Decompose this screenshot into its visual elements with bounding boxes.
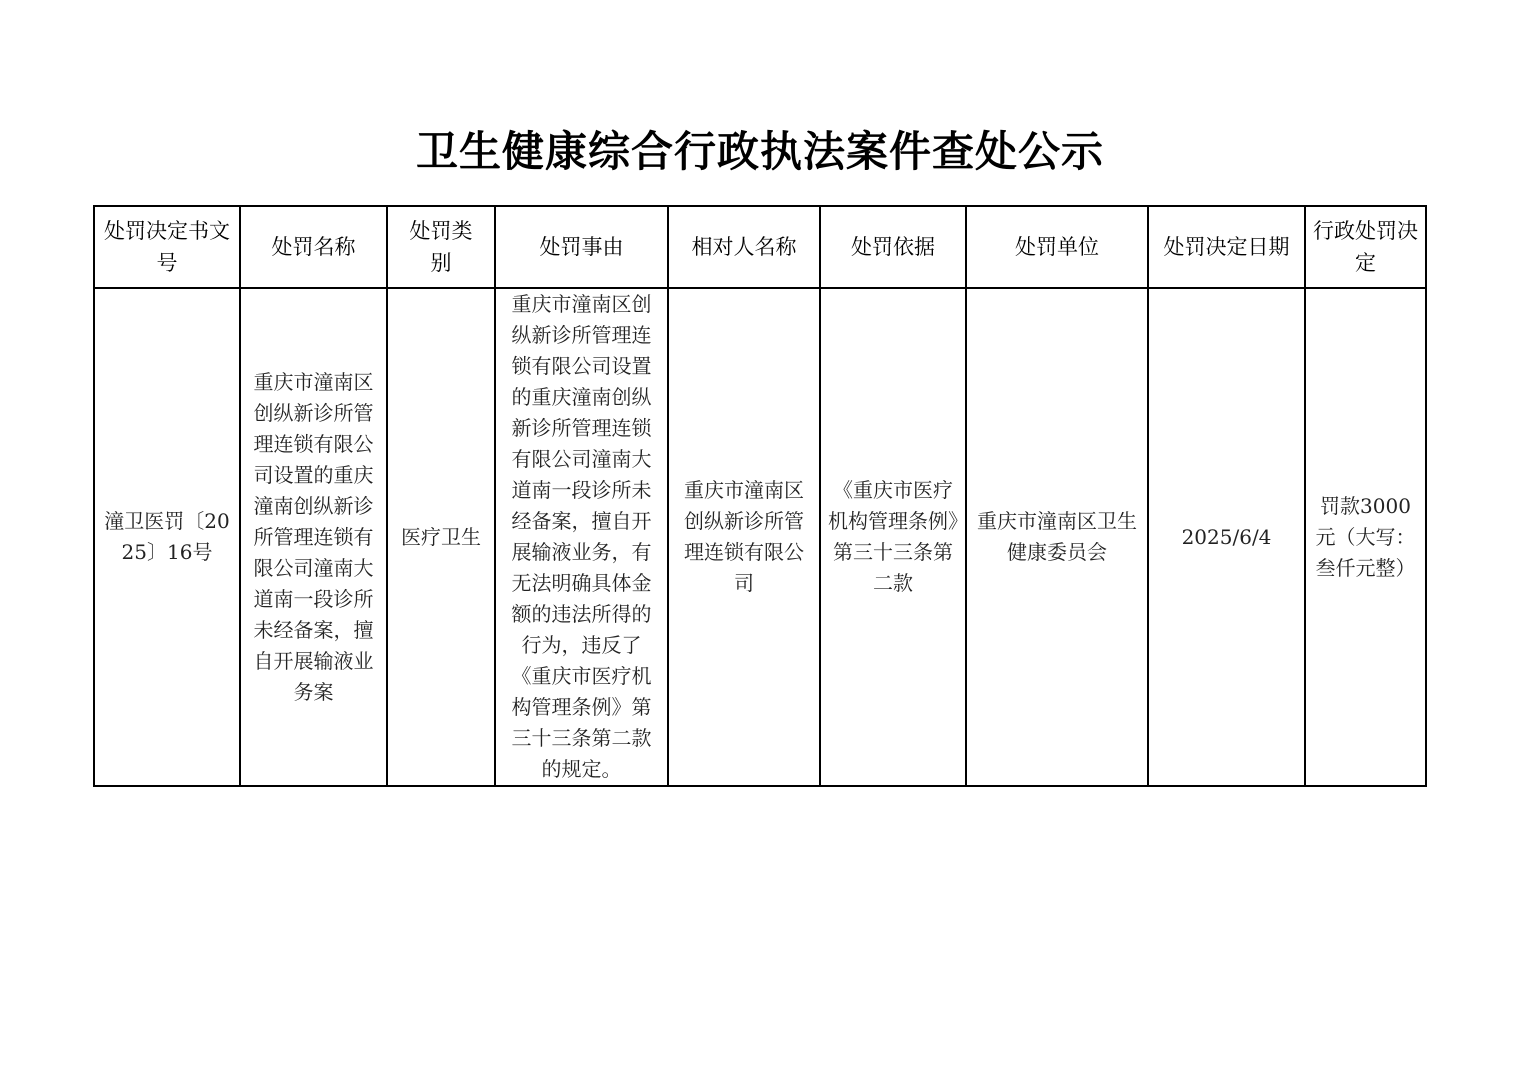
cell-decision-date: 2025/6/4	[1148, 288, 1305, 786]
cell-decision: 罚款3000元（大写：叁仟元整）	[1305, 288, 1426, 786]
page-title: 卫生健康综合行政执法案件查处公示	[415, 127, 1104, 176]
cell-party-name: 重庆市潼南区创纵新诊所管理连锁有限公司	[668, 288, 820, 786]
cell-reason: 重庆市潼南区创纵新诊所管理连锁有限公司设置的重庆潼南创纵新诊所管理连锁有限公司潼南大道南一段诊所未经备案，擅自开展输液业务，有无法明确具体金额的违法所得的行为，违反了《重庆市医疗机构管理条例》第三十三条第二款的规定。	[495, 288, 668, 786]
cell-authority: 重庆市潼南区卫生健康委员会	[966, 288, 1148, 786]
header-category: 处罚类别	[387, 206, 495, 288]
cell-penalty-name: 重庆市潼南区创纵新诊所管理连锁有限公司设置的重庆潼南创纵新诊所管理连锁有限公司潼南大道南一段诊所未经备案，擅自开展输液业务案	[240, 288, 387, 786]
header-party-name: 相对人名称	[668, 206, 820, 288]
cell-legal-basis: 《重庆市医疗机构管理条例》第三十三条第二款	[820, 288, 966, 786]
cell-category: 医疗卫生	[387, 288, 495, 786]
header-decision: 行政处罚决定	[1305, 206, 1426, 288]
table-header-row	[94, 206, 1426, 288]
header-legal-basis: 处罚依据	[820, 206, 966, 288]
header-doc-number: 处罚决定书文号	[94, 206, 240, 288]
header-decision-date: 处罚决定日期	[1148, 206, 1305, 288]
header-reason: 处罚事由	[495, 206, 668, 288]
header-penalty-name: 处罚名称	[240, 206, 387, 288]
header-authority: 处罚单位	[966, 206, 1148, 288]
cell-doc-number: 潼卫医罚〔2025〕16号	[94, 288, 240, 786]
penalty-disclosure-table	[93, 205, 1427, 787]
table-row	[94, 288, 1426, 786]
